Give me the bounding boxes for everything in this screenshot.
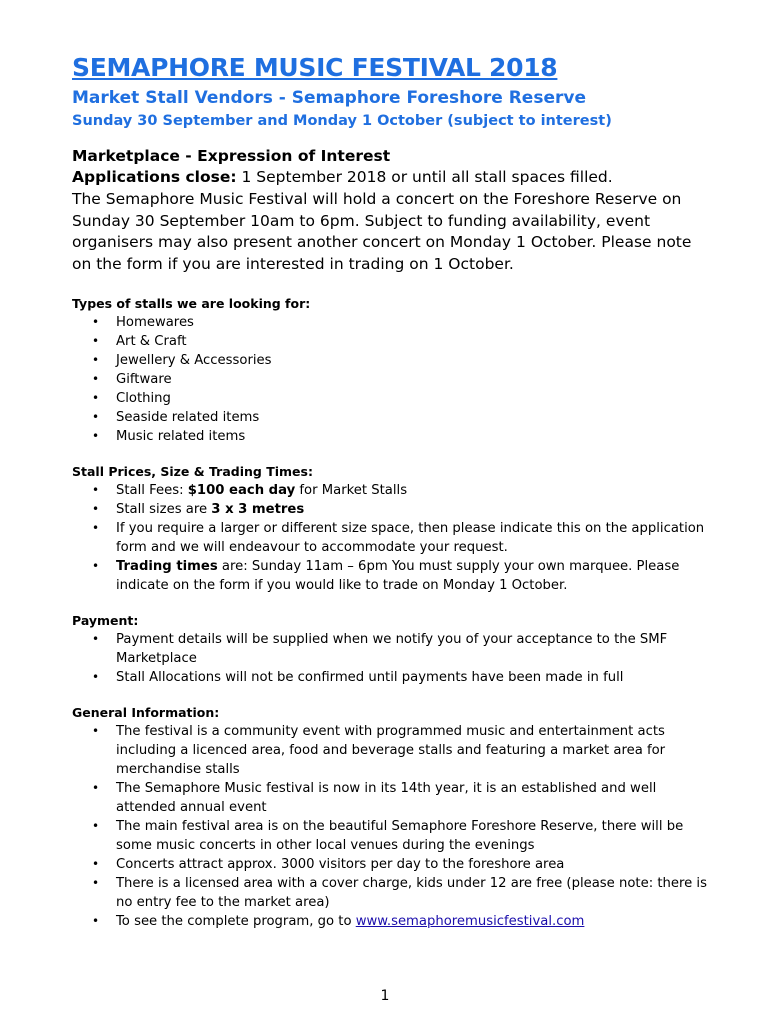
list-item: • If you require a larger or different size space, then please indicate this on the application form and we will endeavour to accommodate your request. xyxy=(72,519,712,557)
general-heading: General Information: xyxy=(72,704,220,720)
list-item: • Art & Craft xyxy=(72,332,712,351)
list-item: • Music related items xyxy=(72,427,712,446)
applications-label: Applications close: xyxy=(72,168,237,186)
list-item: • Giftware xyxy=(72,370,712,389)
program-link[interactable]: www.semaphoremusicfestival.com xyxy=(355,913,585,929)
size-text: Stall sizes are xyxy=(116,501,212,517)
general-list xyxy=(72,722,712,931)
trading-text: are: Sunday 11am – 6pm You must supply your own marquee. Please indicate on the form if you would like to trade on Monday 1 October. xyxy=(116,558,680,593)
list-item: • The Semaphore Music festival is now in its 14th year, it is an established and well attended annual event xyxy=(72,779,712,817)
list-item: • The festival is a community event with programmed music and entertainment acts including a licenced area, food and beverage stalls and featuring a market area for merchandise stalls xyxy=(72,722,712,779)
page-content xyxy=(72,50,712,947)
intro-paragraph xyxy=(72,167,712,276)
list-item xyxy=(72,481,712,500)
prices-list xyxy=(72,481,712,595)
applications-text: 1 September 2018 or until all stall spaces filled. xyxy=(236,168,613,186)
list-item xyxy=(72,500,712,519)
list-item: • Concerts attract approx. 3000 visitors per day to the foreshore area xyxy=(72,855,712,874)
stall-types-list xyxy=(72,313,712,446)
list-item: • Stall Allocations will not be confirmed until payments have been made in full xyxy=(72,668,712,687)
fees-amount: $100 each day xyxy=(187,482,296,498)
eoi-heading: Marketplace - Expression of Interest xyxy=(72,147,391,165)
program-text: To see the complete program, go to xyxy=(116,913,356,929)
intro-text: The Semaphore Music Festival will hold a concert on the Foreshore Reserve on Sunday 30 September 10am to 6pm. Subject to funding availability, event organisers may also present another concert on Monday 1 October. Please note on the form if you are interested in trading on 1 October. xyxy=(72,189,692,274)
trading-label: Trading times xyxy=(116,558,218,574)
payment-heading: Payment: xyxy=(72,612,139,628)
list-item: • Homewares xyxy=(72,313,712,332)
stall-types-heading: Types of stalls we are looking for: xyxy=(72,295,311,311)
event-dates: Sunday 30 September and Monday 1 October (subject to interest) xyxy=(72,113,612,129)
list-item xyxy=(72,912,712,931)
list-item: • Jewellery & Accessories xyxy=(72,351,712,370)
prices-heading: Stall Prices, Size & Trading Times: xyxy=(72,463,313,479)
list-item: • Clothing xyxy=(72,389,712,408)
fees-text: Stall Fees: xyxy=(116,482,188,498)
payment-list xyxy=(72,630,712,687)
page-title: SEMAPHORE MUSIC FESTIVAL 2018 xyxy=(72,53,558,82)
list-item: • Payment details will be supplied when we notify you of your acceptance to the SMF Marketplace xyxy=(72,630,712,668)
list-item xyxy=(72,557,712,595)
size-value: 3 x 3 metres xyxy=(211,501,305,517)
list-item: • The main festival area is on the beautiful Semaphore Foreshore Reserve, there will be some music concerts in other local venues during the evenings xyxy=(72,817,712,855)
page-number: 1 xyxy=(380,988,390,1004)
list-item: • There is a licensed area with a cover charge, kids under 12 are free (please note: there is no entry fee to the market area) xyxy=(72,874,712,912)
page-subtitle: Market Stall Vendors - Semaphore Foreshore Reserve xyxy=(72,88,586,108)
fees-suffix: for Market Stalls xyxy=(295,482,408,498)
list-item: • Seaside related items xyxy=(72,408,712,427)
